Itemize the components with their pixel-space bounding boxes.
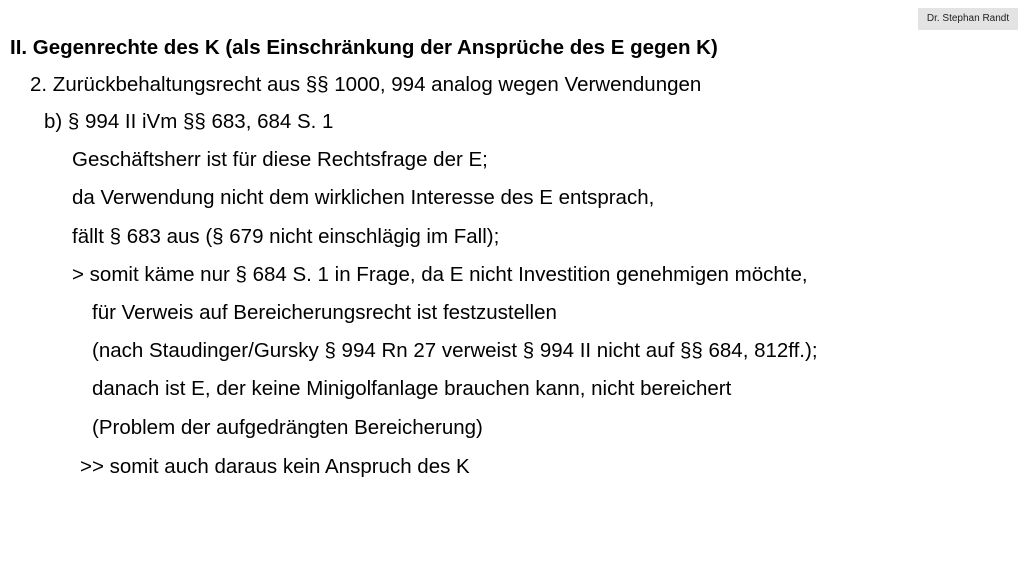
text-line: Geschäftsherr ist für diese Rechtsfrage der E;	[72, 148, 488, 171]
text-line-conclusion: > somit käme nur § 684 S. 1 in Frage, da E nicht Investition genehmigen möchte,	[72, 263, 808, 286]
text-line-subheading-b: b) § 994 II iVm §§ 683, 684 S. 1	[44, 110, 334, 133]
text-line-heading-2: 2. Zurückbehaltungsrecht aus §§ 1000, 994 analog wegen Verwendungen	[30, 73, 702, 96]
text-line: danach ist E, der keine Minigolfanlage brauchen kann, nicht bereichert	[92, 377, 732, 400]
text-line: für Verweis auf Bereicherungsrecht ist festzustellen	[92, 301, 557, 324]
text-line: fällt § 683 aus (§ 679 nicht einschlägig im Fall);	[72, 225, 500, 248]
slide-title: II. Gegenrechte des K (als Einschränkung der Ansprüche des E gegen K)	[10, 36, 718, 59]
text-line: da Verwendung nicht dem wirklichen Interesse des E entsprach,	[72, 186, 655, 209]
text-line-final-conclusion: >> somit auch daraus kein Anspruch des K	[80, 455, 470, 478]
author-label: Dr. Stephan Randt	[918, 8, 1018, 30]
text-line: (Problem der aufgedrängten Bereicherung)	[92, 416, 483, 439]
text-line: (nach Staudinger/Gursky § 994 Rn 27 verweist § 994 II nicht auf §§ 684, 812ff.);	[92, 339, 818, 362]
